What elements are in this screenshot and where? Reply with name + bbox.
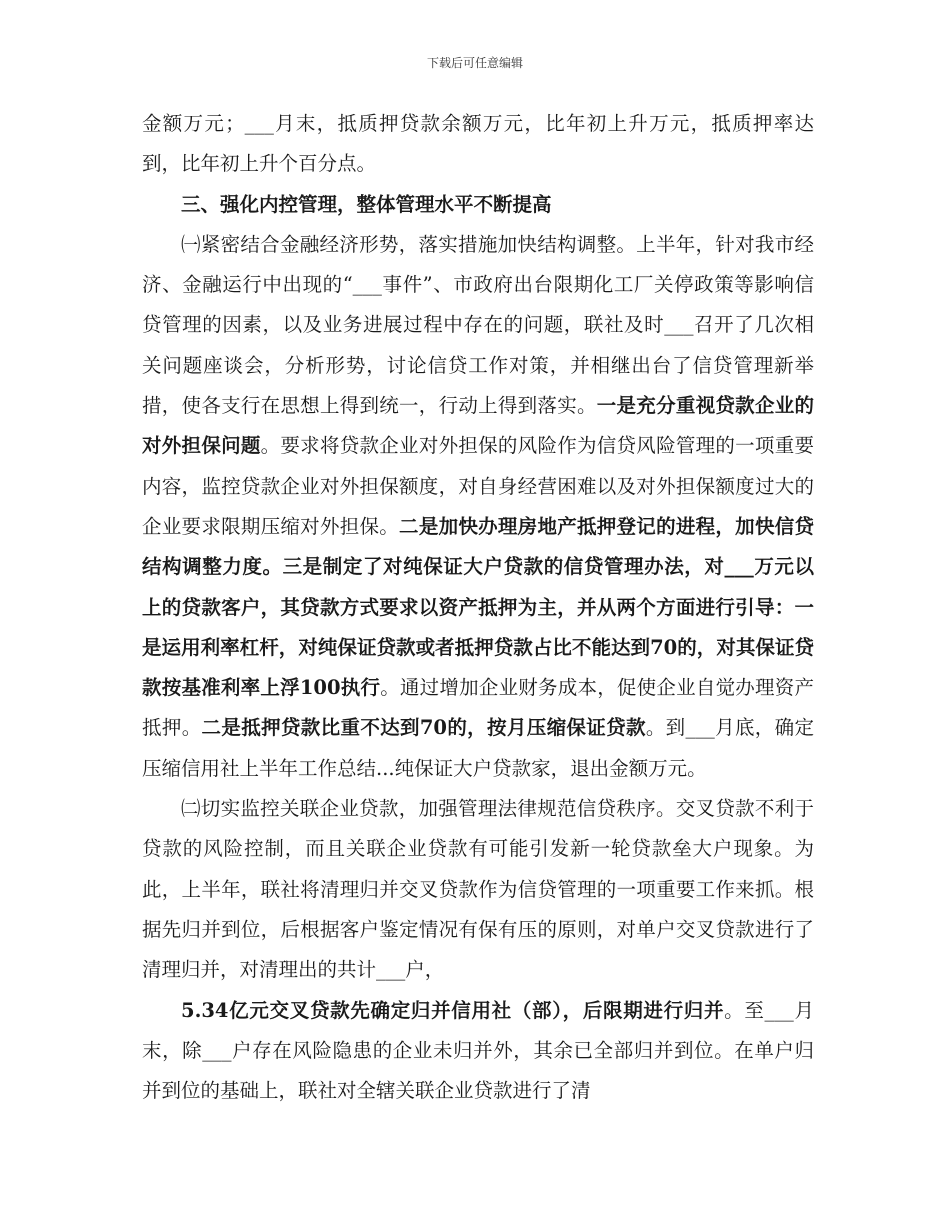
paragraph-2-text-3: 。通过增加企业财务成本，促使企业自觉办理资产抵押。 — [142, 676, 814, 740]
section-heading-3: 三、强化内控管理，整体管理水平不断提高 — [181, 192, 552, 216]
paragraph-2-bold-1: 一是充分重视贷款企业的对外担保问题 — [142, 394, 814, 458]
paragraph-2-text-2: 。要求将贷款企业对外担保的风险作为信贷风险管理的一项重要内容，监控贷款企业对外担保额度，对自身经营困难以及对外担保额度过大的企业要求限期压缩对外担保。 — [142, 434, 814, 538]
paragraph-4-bold: 5.34亿元交叉贷款先确定归并信用社（部），后限期进行归并 — [181, 998, 725, 1022]
paragraph-2-bold-2: 二是加快办理房地产抵押登记的进程，加快信贷结构调整力度。三是制定了对纯保证大户贷款的信贷管理办法，对___万元以上的贷款客户，其贷款方式要求以资产抵押为主，并从两个方面进行引导：一是运用利率杠杆，对纯保证贷款或者抵押贷款占比不能达到70的，对其保证贷款按基准利率上浮100执行 — [142, 514, 814, 700]
paragraph-2-text-4: 。到___月底，确定压缩信用社上半年工作总结...纯保证大户贷款家，退出金额万元。 — [142, 716, 814, 780]
page-header: 下载后可任意编辑 — [426, 56, 523, 70]
paragraph-4-text: 。至___月末，除___户存在风险隐患的企业未归并外，其余已全部归并到位。在单户归并到位的基础上，联社对全辖关联企业贷款进行了清 — [142, 998, 814, 1103]
document-body — [142, 104, 814, 1111]
paragraph-2 — [142, 225, 814, 789]
paragraph-2-text-1: ㈠紧密结合金融经济形势，落实措施加快结构调整。上半年，针对我市经济、金融运行中出现的“___事件”、市政府出台限期化工厂关停政策等影响信贷管理的因素，以及业务进展过程中存在的问题，联社及时___召开了几次相关问题座谈会，分析形势，讨论信贷工作对策，并相继出台了信贷管理新举措，使各支行在思想上得到统一，行动上得到落实。 — [142, 232, 814, 418]
paragraph-3: ㈡切实监控关联企业贷款，加强管理法律规范信贷秩序。交叉贷款不利于贷款的风险控制，而且关联企业贷款有可能引发新一轮贷款垒大户现象。为此，上半年，联社将清理归并交叉贷款作为信贷管理的一项重要工作来抓。根据先归并到位，后根据客户鉴定情况有保有压的原则，对单户交叉贷款进行了清理归并，对清理出的共计___户， — [142, 797, 814, 982]
paragraph-4 — [142, 991, 814, 1112]
paragraph-2-bold-3: 二是抵押贷款比重不达到70的，按月压缩保证贷款 — [201, 716, 646, 740]
paragraph-1: 金额万元；___月末，抵质押贷款余额万元，比年初上升万元，抵质押率达到，比年初上升个百分点。 — [142, 112, 814, 176]
